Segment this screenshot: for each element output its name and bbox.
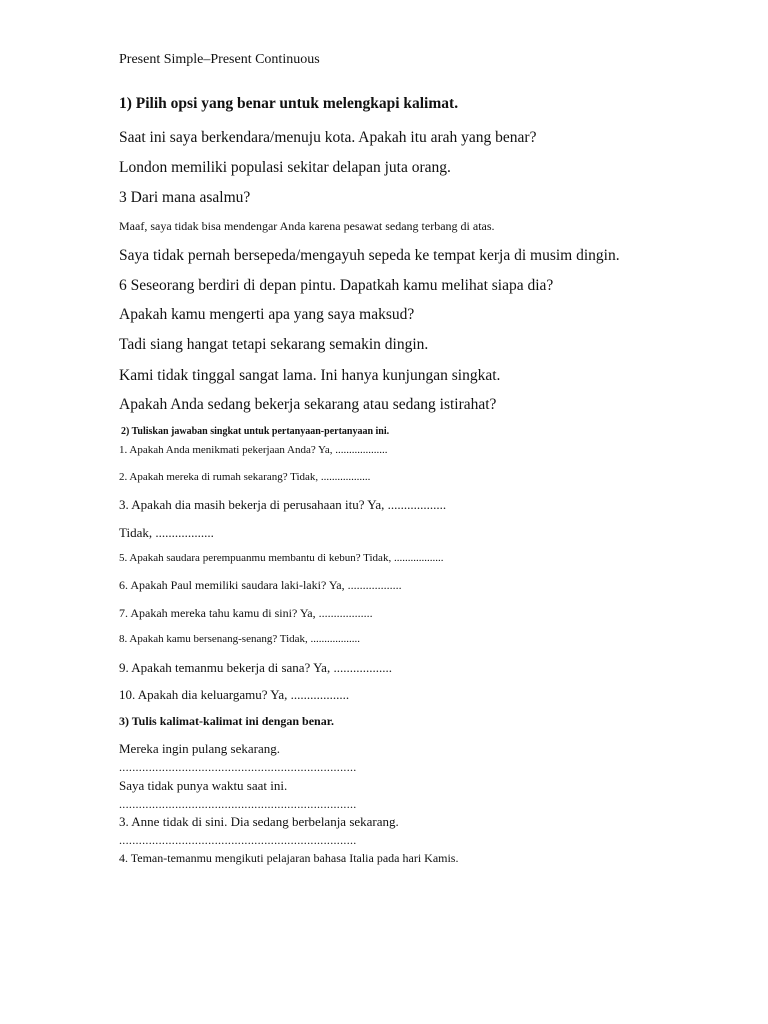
section-1-item: 6 Seseorang berdiri di depan pintu. Dapatkah kamu melihat siapa dia? bbox=[119, 277, 554, 294]
section-3-answer-line: ........................................................................ bbox=[119, 760, 357, 774]
section-2-heading: 2) Tuliskan jawaban singkat untuk pertanyaan-pertanyaan ini. bbox=[121, 426, 390, 437]
section-1-item: London memiliki populasi sekitar delapan juta orang. bbox=[119, 159, 451, 176]
section-2-item: 9. Apakah temanmu bekerja di sana? Ya, .................. bbox=[119, 660, 392, 675]
section-1-item: Tadi siang hangat tetapi sekarang semakin dingin. bbox=[119, 336, 429, 353]
section-1-item: Saya tidak pernah bersepeda/mengayuh sepeda ke tempat kerja di musim dingin. bbox=[119, 247, 620, 264]
section-1-item: Maaf, saya tidak bisa mendengar Anda karena pesawat sedang terbang di atas. bbox=[119, 219, 495, 233]
section-2-item: 6. Apakah Paul memiliki saudara laki-laki? Ya, .................. bbox=[119, 578, 402, 592]
section-2-item: 8. Apakah kamu bersenang-senang? Tidak, .................. bbox=[119, 633, 361, 645]
section-3-sentence: Mereka ingin pulang sekarang. bbox=[119, 741, 281, 756]
section-2-item: 3. Apakah dia masih bekerja di perusahaan itu? Ya, .................. bbox=[119, 497, 447, 512]
section-2-item: 10. Apakah dia keluargamu? Ya, .................. bbox=[119, 687, 350, 702]
section-3-sentence: 4. Teman-temanmu mengikuti pelajaran bahasa Italia pada hari Kamis. bbox=[119, 851, 459, 865]
section-1-item: Apakah kamu mengerti apa yang saya maksud? bbox=[119, 306, 415, 323]
section-2-item: Tidak, .................. bbox=[119, 525, 214, 540]
section-1-item: Kami tidak tinggal sangat lama. Ini hanya kunjungan singkat. bbox=[119, 367, 501, 384]
document-title: Present Simple–Present Continuous bbox=[119, 52, 320, 67]
section-1-item: Apakah Anda sedang bekerja sekarang atau sedang istirahat? bbox=[119, 396, 497, 413]
section-2-item: 5. Apakah saudara perempuanmu membantu di kebun? Tidak, .................. bbox=[119, 552, 444, 564]
section-1-item: 3 Dari mana asalmu? bbox=[119, 189, 251, 206]
section-3-sentence: 3. Anne tidak di sini. Dia sedang berbelanja sekarang. bbox=[119, 814, 399, 829]
section-3-heading: 3) Tulis kalimat-kalimat ini dengan benar. bbox=[119, 714, 334, 728]
section-2-item: 2. Apakah mereka di rumah sekarang? Tidak, .................. bbox=[119, 471, 371, 483]
section-3-answer-line: ........................................................................ bbox=[119, 797, 357, 811]
section-3-sentence: Saya tidak punya waktu saat ini. bbox=[119, 778, 288, 793]
section-2-item: 7. Apakah mereka tahu kamu di sini? Ya, .................. bbox=[119, 606, 373, 620]
section-3-answer-line: ........................................................................ bbox=[119, 833, 357, 847]
section-2-item: 1. Apakah Anda menikmati pekerjaan Anda? Ya, ................... bbox=[119, 444, 388, 456]
section-1-item: Saat ini saya berkendara/menuju kota. Apakah itu arah yang benar? bbox=[119, 129, 537, 146]
section-1-heading: 1) Pilih opsi yang benar untuk melengkapi kalimat. bbox=[119, 95, 459, 112]
